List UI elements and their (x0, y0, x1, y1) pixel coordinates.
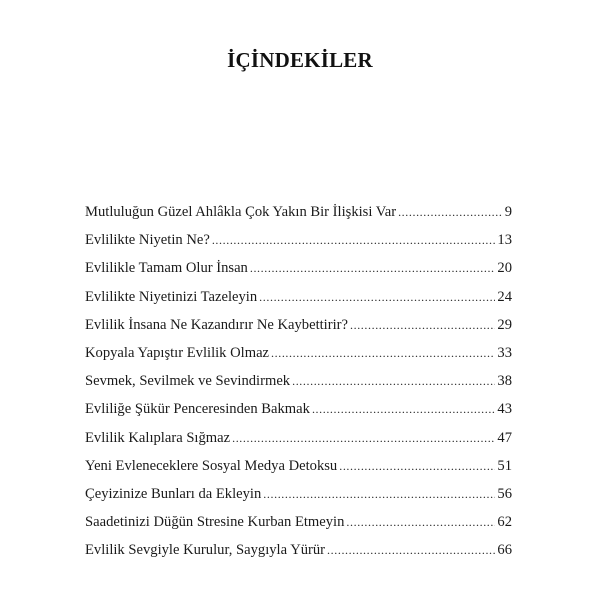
toc-entry-page: 29 (497, 316, 512, 333)
toc-entry-title: Evlilikte Niyetinizi Tazeleyin (85, 288, 258, 305)
toc-entry[interactable] (85, 398, 512, 426)
toc-entry-title: Evlilik Sevgiyle Kurulur, Saygıyla Yürür (85, 542, 326, 559)
toc-entry-title: Evliliğe Şükür Penceresinden Bakmak (85, 401, 310, 418)
toc-entry-title: Sevmek, Sevilmek ve Sevindirmek (85, 373, 291, 390)
toc-entry-page: 38 (497, 373, 512, 390)
dot-leader (232, 427, 495, 449)
toc-entry[interactable] (85, 286, 512, 314)
toc-entry[interactable] (85, 539, 512, 567)
toc-entry-title: Evlilikle Tamam Olur İnsan (85, 260, 248, 277)
toc-entry[interactable] (85, 370, 512, 398)
toc-entry-page: 33 (497, 344, 512, 361)
dot-leader (263, 483, 495, 505)
dot-leader (350, 314, 495, 336)
toc-entry-page: 56 (497, 485, 512, 502)
toc-entry-page: 47 (497, 429, 512, 446)
toc-entry-title: Yeni Evleneceklere Sosyal Medya Detoksu (85, 457, 338, 474)
toc-entry[interactable] (85, 455, 512, 483)
toc-entry[interactable] (85, 229, 512, 257)
toc-entry-page: 20 (497, 260, 512, 277)
dot-leader (327, 539, 495, 561)
toc-entry-title: Çeyizinize Bunları da Ekleyin (85, 485, 262, 502)
toc-entry-title: Evlilik Kalıplara Sığmaz (85, 429, 231, 446)
toc-entry-title: Evlilikte Niyetin Ne? (85, 232, 210, 249)
dot-leader (259, 286, 495, 308)
dot-leader (339, 455, 495, 477)
toc-entry[interactable] (85, 511, 512, 539)
toc-entry-page: 13 (497, 232, 512, 249)
dot-leader (212, 229, 496, 251)
toc-entry-title: Mutluluğun Güzel Ahlâkla Çok Yakın Bir İlişkisi Var (85, 204, 397, 220)
page-title: İÇİNDEKİLER (227, 48, 373, 73)
dot-leader (346, 511, 495, 533)
toc-entry-page: 62 (497, 514, 512, 531)
toc-entry-page: 66 (497, 542, 512, 559)
toc-entry-page: 24 (497, 288, 512, 305)
toc-entry[interactable] (85, 427, 512, 455)
toc-entry[interactable] (85, 257, 512, 285)
dot-leader (398, 201, 503, 223)
dot-leader (292, 370, 495, 392)
toc-entry[interactable] (85, 314, 512, 342)
toc-entry-page: 43 (497, 401, 512, 418)
dot-leader (312, 398, 495, 420)
toc-entry[interactable] (85, 201, 512, 229)
toc-entry-title: Saadetinizi Düğün Stresine Kurban Etmeyin (85, 514, 345, 531)
toc-entry-title: Kopyala Yapıştır Evlilik Olmaz (85, 344, 270, 361)
dot-leader (271, 342, 495, 364)
toc-entry-page: 51 (497, 457, 512, 474)
toc-entry[interactable] (85, 483, 512, 511)
table-of-contents (85, 201, 512, 567)
dot-leader (250, 257, 496, 279)
toc-entry-title: Evlilik İnsana Ne Kazandırır Ne Kaybettirir? (85, 316, 348, 333)
toc-entry[interactable] (85, 342, 512, 370)
toc-entry-page: 9 (504, 204, 512, 220)
